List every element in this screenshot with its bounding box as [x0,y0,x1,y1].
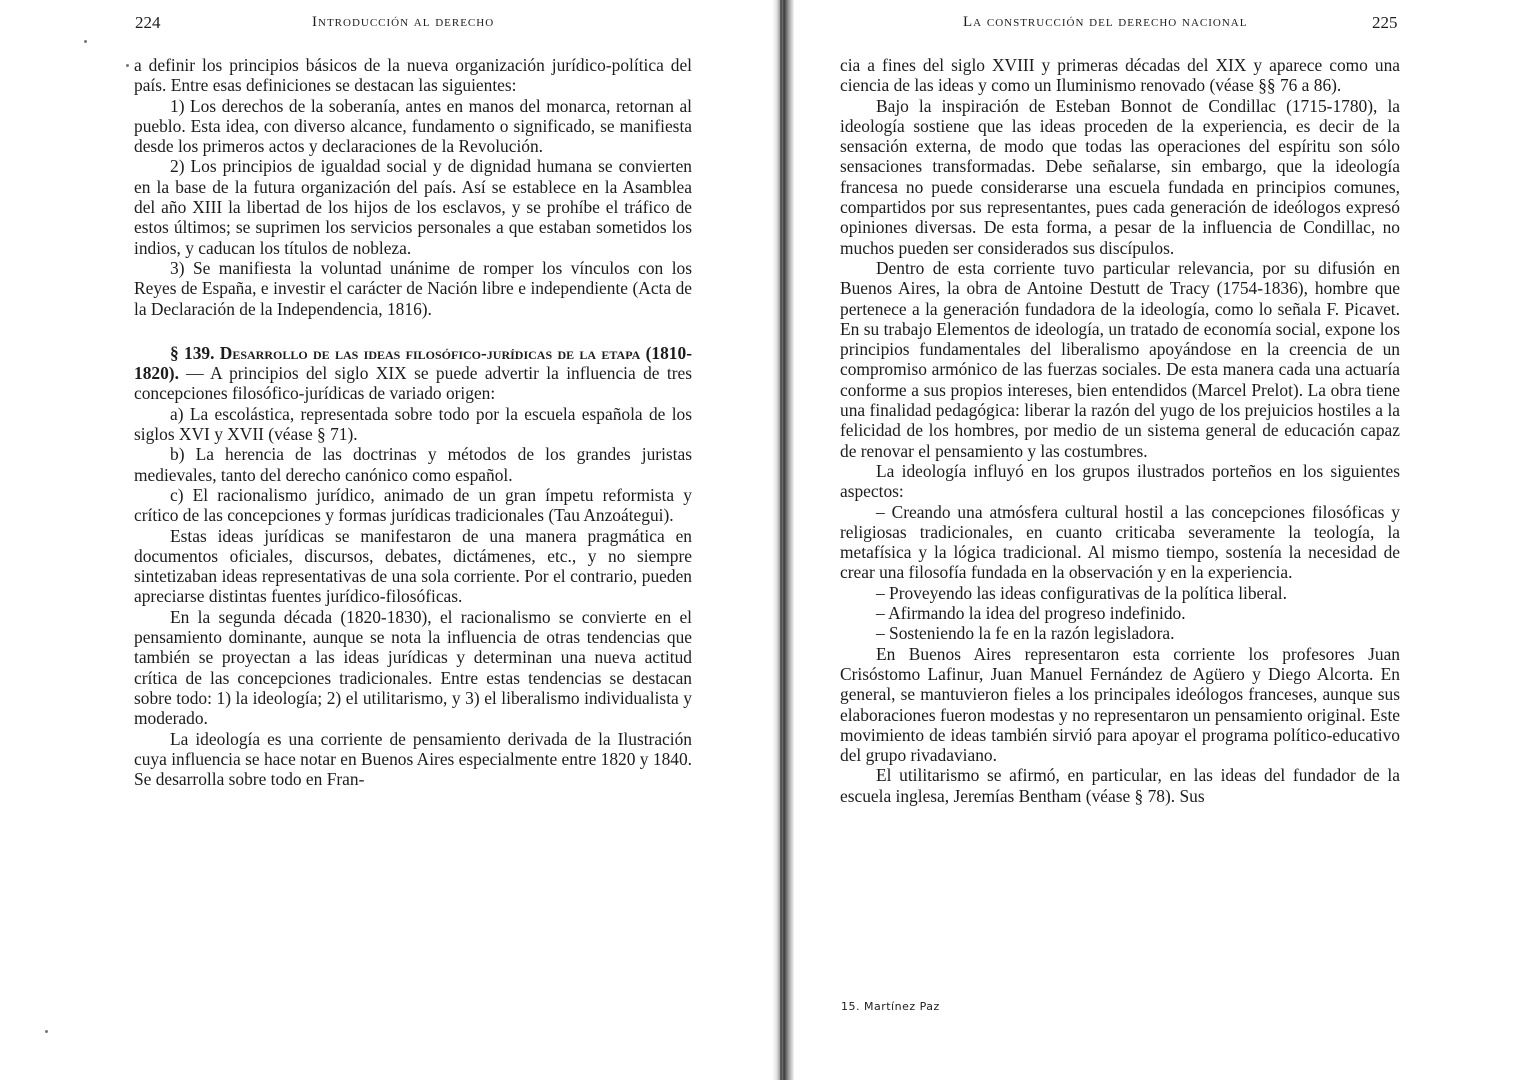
page-number-right: 225 [1372,13,1398,32]
paragraph: Bajo la inspiración de Esteban Bonnot de Condillac (1715-1780), la ideología sostiene que las ideas proceden de la experiencia, es decir de la sensación externa, de modo que todas las operaciones del espíritu son sólo sensaciones transformadas. Debe señalarse, sin embargo, que la ideología francesa no puede considerarse una escuela fundada en principios comunes, compartidos por sus representantes, pues cada generación de ideólogos expresó opiniones diversas. De esta forma, a pesar de la influencia de Condillac, no muchos pueden ser considerados sus discípulos. [840,95,1400,258]
paragraph: La ideología influyó en los grupos ilustrados porteños en los siguientes aspectos: [840,460,1400,502]
paragraph: Dentro de esta corriente tuvo particular relevancia, por su difusión en Buenos Aires, la obra de Antoine Destutt de Tracy (1754-1836), hombre que pertenece a la generación fundadora de la ideología, como lo señala F. Picavet. En su trabajo Elementos de ideología, un tratado de economía social, expone los principios fundamentales del liberalismo apoyándose en la creencia de un compromiso armónico de las fuerzas sociales. De esta manera cada una actuaría conforme a sus propios intereses, bien entendidos (Marcel Prelot). La obra tiene una finalidad pedagógica: liberar la razón del yugo de los prejuicios hostiles a la felicidad de los hombres, por medio de un sistema general de educación capaz de renovar el pensamiento y las costumbres. [840,257,1400,461]
paragraph: El utilitarismo se afirmó, en particular, en las ideas del fundador de la escuela inglesa, Jeremías Bentham (véase § 78). Sus [840,765,1400,806]
book-gutter [772,0,794,1080]
paragraph: c) El racionalismo jurídico, animado de un gran ímpetu reformista y crítico de las concepciones y formas jurídicas tradicionales (Tau Anzoátegui). [134,484,692,526]
paragraph: 3) Se manifiesta la voluntad unánime de romper los vínculos con los Reyes de España, e investir el carácter de Nación libre e independiente (Acta de la Declaración de la Independencia, 1816). [134,257,692,319]
paragraph: cia a fines del siglo XVIII y primeras décadas del XIX y aparece como una ciencia de las ideas y como un Iluminismo renovado (véase §§ 76 a 86). [840,55,1400,96]
scan-speck [45,1030,48,1033]
paragraph: a) La escolástica, representada sobre todo por la escuela española de los siglos XVI y XVII (véase § 71). [134,403,692,445]
paragraph: La ideología es una corriente de pensamiento derivada de la Ilustración cuya influencia se hace notar en Buenos Aires especialmente entre 1820 y 1840. Se desarrolla sobre todo en Fran- [134,728,692,790]
gutter-shadow-line [780,0,782,1080]
paragraph: 2) Los principios de igualdad social y de dignidad humana se convierten en la base de la futura organización del país. Así se establece en la Asamblea del año XIII la libertad de los hijos de los esclavos, y se prohíbe el tráfico de estos últimos; se suprimen los servicios personales a que estaban sometidos los indios, y caducan los títulos de nobleza. [134,156,692,258]
running-head-left: Introducción al derecho [312,14,495,30]
paragraph: 1) Los derechos de la soberanía, antes en manos del monarca, retornan al pueblo. Esta idea, con diverso alcance, fundamento o significado, se manifiesta desde los primeros actos y declaraciones de la Revolución. [134,95,692,157]
scan-speck [126,64,129,67]
paragraph: En la segunda década (1820-1830), el racionalismo se convierte en el pensamiento dominante, aunque se nota la influencia de otras tendencias que también se proyectan a las ideas jurídicas y determinan una nueva actitud crítica de las concepciones tradicionales. Entre estas tendencias se destacan sobre todo: 1) la ideología; 2) el utilitarismo, y 3) el liberalismo individualista y moderado. [134,606,692,729]
page-number-left: 224 [135,13,161,32]
section-paragraph [134,343,692,404]
paragraph: Estas ideas jurídicas se manifestaron de una manera pragmática en documentos oficiales, discursos, debates, dictámenes, etc., y no siempre sintetizaban ideas representativas de una sola corriente. Por el contrario, pueden apreciarse distintas fuentes jurídico-filosóficas. [134,525,692,607]
paragraph: a definir los principios básicos de la nueva organización jurídico-política del país. Entre esas definiciones se destacan las siguientes: [134,55,692,96]
list-item: – Afirmando la idea del progreso indefinido. [876,603,1186,624]
list-item: – Sosteniendo la fe en la razón legisladora. [876,623,1175,644]
left-text-column [134,55,692,789]
right-text-column [840,55,1400,806]
scan-speck [84,40,87,43]
section-text: — A principios del siglo XIX se puede advertir la influencia de tres concepciones filosófico-jurídicas de variado origen: [134,363,692,404]
list-item: – Proveyendo las ideas configurativas de la política liberal. [876,582,1287,603]
paragraph: b) La herencia de las doctrinas y métodos de los grandes juristas medievales, tanto del derecho canónico como español. [134,444,692,485]
section-heading: § 139. Desarrollo de las ideas filosófico-jurídicas de la etapa (1810-1820). [134,342,692,384]
printer-signature: 15. Martínez Paz [841,1000,940,1013]
running-head-right: La construcción del derecho nacional [963,14,1248,30]
paragraph: En Buenos Aires representaron esta corriente los profesores Juan Crisóstomo Lafinur, Juan Manuel Fernández de Agüero y Diego Alcorta. En general, se mantuvieron fieles a los principales ideólogos franceses, aunque sus elaboraciones fueron modestas y no representaron un pensamiento original. Este movimiento de ideas también sirvió para apoyar el programa político-educativo del grupo rivadaviano. [840,643,1400,766]
list-item: – Creando una atmósfera cultural hostil a las concepciones filosóficas y religiosas tradicionales, en cuanto criticaba severamente la teología, la metafísica y la lógica tradicional. Al mismo tiempo, sostenía la necesidad de crear una filosofía fundada en la observación y en la experiencia. [840,501,1400,583]
